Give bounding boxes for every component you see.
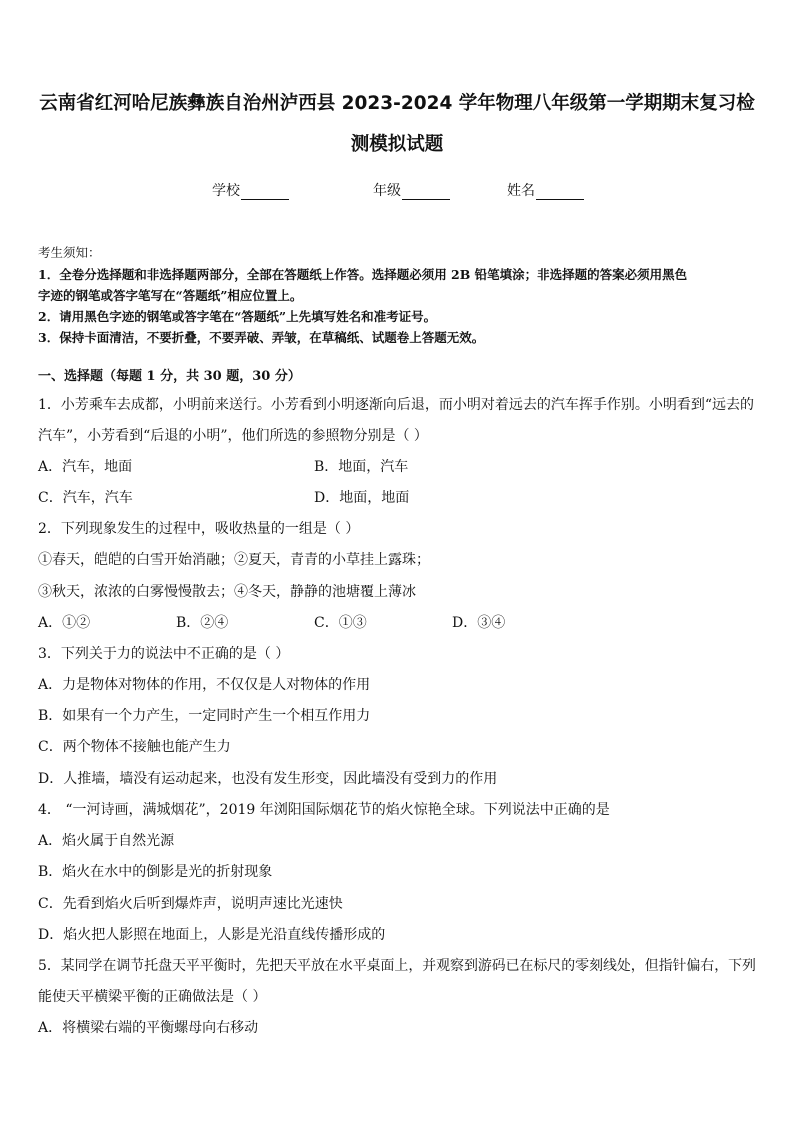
question-4-option-b: B．焰火在水中的倒影是光的折射现象 [38, 864, 273, 880]
question-2-option-d: D．③④ [452, 615, 506, 631]
question-1-option-a: A．汽车，地面 [38, 459, 133, 475]
notice-line: 字迹的钢笔或答字笔写在“答题纸”相应位置上。 [38, 288, 303, 303]
question-5-stem: 能使天平横梁平衡的正确做法是（ ） [38, 989, 267, 1005]
name-label: 姓名 [507, 183, 535, 199]
school-field [212, 180, 289, 200]
question-4-stem: 4． “一河诗画，满城烟花”，2019 年浏阳国际烟花节的焰火惊艳全球。下列说法中正确的是 [38, 802, 610, 818]
question-3-option-d: D．人推墙，墙没有运动起来，也没有发生形变，因此墙没有受到力的作用 [38, 771, 498, 787]
notice-line: 2．请用黑色字迹的钢笔或答字笔在“答题纸”上先填写姓名和准考证号。 [38, 309, 437, 324]
question-1-option-b: B．地面，汽车 [314, 459, 409, 475]
question-3-option-a: A．力是物体对物体的作用，不仅仅是人对物体的作用 [38, 677, 371, 693]
school-blank [241, 185, 289, 200]
question-5-stem: 5．某同学在调节托盘天平平衡时，先把天平放在水平桌面上，并观察到游码已在标尺的零刻线处，但指针偏右，下列 [38, 958, 756, 974]
question-4-option-c: C．先看到焰火后听到爆炸声，说明声速比光速快 [38, 896, 343, 912]
notice-heading: 考生须知： [38, 245, 101, 260]
question-2-stem: 2．下列现象发生的过程中，吸收热量的一组是（ ） [38, 521, 360, 537]
question-2-option-c: C．①③ [314, 615, 367, 631]
exam-title-line-2: 测模拟试题 [350, 134, 444, 155]
notice-line: 1．全卷分选择题和非选择题两部分，全部在答题纸上作答。选择题必须用 2B 铅笔填涂；非选择题的答案必须用黑色 [38, 267, 688, 282]
question-4-option-a: A．焰火属于自然光源 [38, 833, 175, 849]
name-blank [536, 185, 584, 200]
question-1-stem: 1．小芳乘车去成都，小明前来送行。小芳看到小明逐渐向后退，而小明对着远去的汽车挥手作别。小明看到“远去的 [38, 397, 755, 413]
name-field [507, 180, 584, 200]
question-2-option-b: B．②④ [176, 615, 229, 631]
school-label: 学校 [212, 183, 240, 199]
grade-label: 年级 [373, 183, 401, 199]
question-1-option-c: C．汽车，汽车 [38, 490, 133, 506]
question-2-option-a: A．①② [38, 615, 91, 631]
grade-field [373, 180, 450, 200]
section-heading: 一、选择题（每题 1 分，共 30 题，30 分） [38, 369, 301, 384]
question-3-stem: 3．下列关于力的说法中不正确的是（ ） [38, 646, 290, 662]
exam-title-line-1: 云南省红河哈尼族彝族自治州泸西县 2023-2024 学年物理八年级第一学期期末复习检 [39, 93, 755, 114]
question-1-option-d: D．地面，地面 [314, 490, 410, 506]
question-3-option-b: B．如果有一个力产生，一定同时产生一个相互作用力 [38, 708, 371, 724]
notice-line: 3．保持卡面清洁，不要折叠，不要弄破、弄皱，在草稿纸、试题卷上答题无效。 [38, 330, 485, 345]
question-5-option-a: A．将横梁右端的平衡螺母向右移动 [38, 1020, 259, 1036]
question-3-option-c: C．两个物体不接触也能产生力 [38, 739, 231, 755]
question-1-stem: 汽车”，小芳看到“后退的小明”，他们所选的参照物分别是（ ） [38, 428, 428, 444]
question-2-stem: ①春天，皑皑的白雪开始消融；②夏天，青青的小草挂上露珠； [38, 552, 430, 568]
question-2-stem: ③秋天，浓浓的白雾慢慢散去；④冬天，静静的池塘覆上薄冰 [38, 584, 416, 600]
grade-blank [402, 185, 450, 200]
question-4-option-d: D．焰火把人影照在地面上，人影是光沿直线传播形成的 [38, 927, 386, 943]
